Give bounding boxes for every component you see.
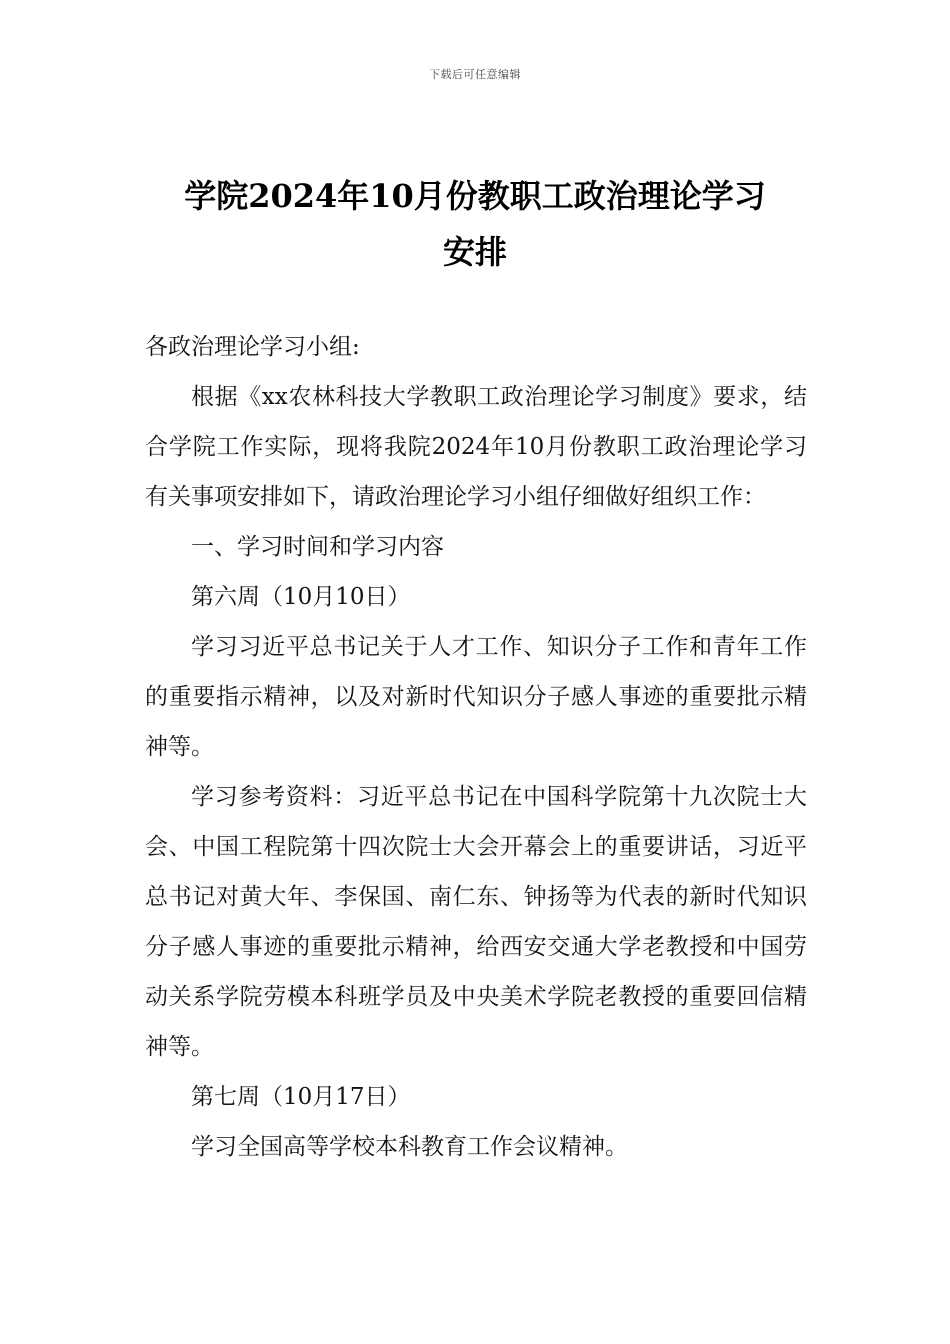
week-six-references: 学习参考资料：习近平总书记在中国科学院第十九次院士大会、中国工程院第十四次院士大会开幕会上的重要讲话，习近平总书记对黄大年、李保国、南仁东、钟扬等为代表的新时代知识分子感人事迹的重要批示精神，给西安交通大学老教授和中国劳动关系学院劳模本科班学员及中央美术学院老教授的重要回信精神等。: [145, 784, 807, 1060]
paragraph-intro: 根据《xx农林科技大学教职工政治理论学习制度》要求，结合学院工作实际，现将我院2024年10月份教职工政治理论学习有关事项安排如下，请政治理论学习小组仔细做好组织工作：: [145, 384, 807, 510]
document-title: [140, 168, 810, 280]
title-line-1: 学院2024年10月份教职工政治理论学习: [184, 177, 766, 215]
title-line-2: 安排: [442, 233, 507, 271]
document-body: [145, 322, 807, 1172]
header-note: 下载后可任意编辑: [429, 68, 521, 81]
week-seven-heading: 第七周（10月17日）: [191, 1084, 411, 1110]
salutation: 各政治理论学习小组:: [145, 334, 360, 360]
week-six-content: 学习习近平总书记关于人才工作、知识分子工作和青年工作的重要指示精神，以及对新时代知识分子感人事迹的重要批示精神等。: [145, 634, 807, 760]
section-heading-schedule: 一、学习时间和学习内容: [191, 534, 444, 560]
week-seven-content: 学习全国高等学校本科教育工作会议精神。: [191, 1134, 628, 1160]
week-six-heading: 第六周（10月10日）: [191, 584, 411, 610]
